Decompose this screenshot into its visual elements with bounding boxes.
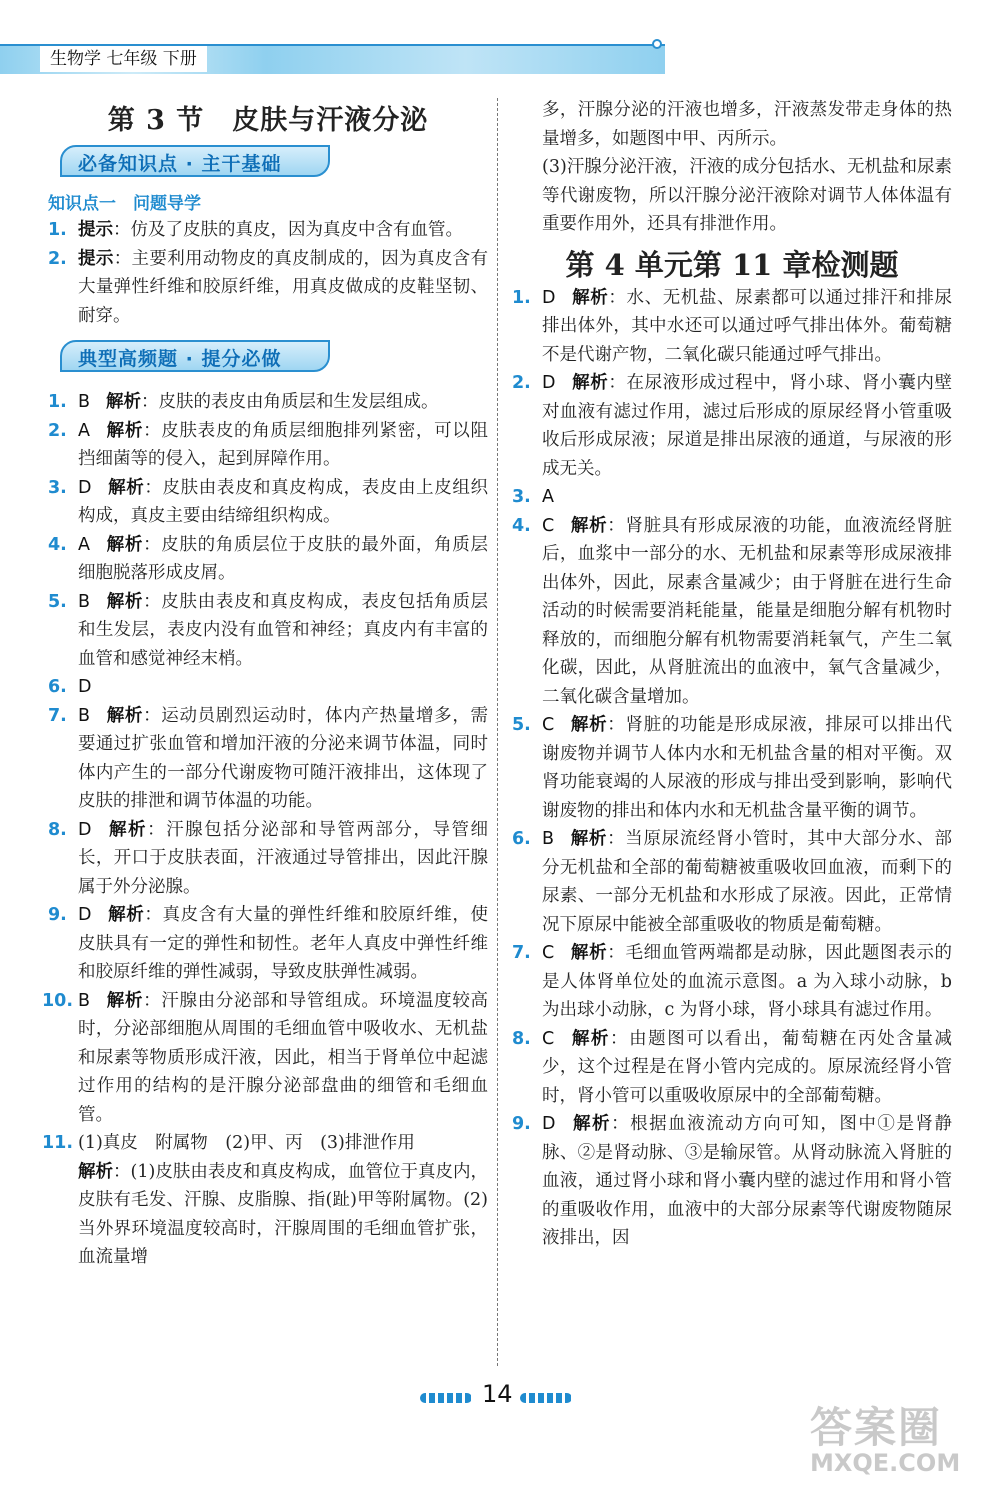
answer-item: 10. B 解析：汗腺由分泌部和导管组成。环境温度较高时，分泌部细胞从周围的毛细血管中吸收水、无机盐和尿素等物质形成汗液，因此，相当于肾单位中起滤过作用的结构的是汗腺分泌部盘曲的细管和毛细血管。 (42, 990, 489, 1125)
footer-decoration-right (520, 1393, 572, 1403)
continued-text: 多，汗腺分泌的汗液也增多，汗液蒸发带走身体的热量增多，如题图中甲、丙所示。 (542, 100, 952, 149)
banner-practice-text: 典型高频题 · 提分必做 (78, 348, 282, 370)
answer-item: 3. A (512, 487, 554, 507)
banner-knowledge (60, 145, 340, 179)
answer-item: 4. C 解析：肾脏具有形成尿液的功能，血液流经肾脏后，血浆中一部分的水、无机盐和尿素等形成尿液排出体外，因此，尿素含量减少；由于肾脏在进行生命活动的时候需要消耗能量，能量是细胞分解有机物时释放的，而细胞分解有机物需要消耗氧气，产生二氧化碳，因此，从肾脏流出的血液中，氧气含量减少，二氧化碳含量增加。 (512, 515, 953, 707)
answer-item: 7. B 解析：运动员剧烈运动时，体内产热量增多，需要通过扩张血管和增加汗液的分泌来调节体温，同时体内产生的一部分代谢废物可随汗液排出，这体现了皮肤的排泄和调节体温的功能。 (48, 705, 489, 811)
item11-answer: (1)真皮 附属物 (2)甲、丙 (3)排泄作用 (78, 1133, 415, 1153)
section-title: 第 3 节 皮肤与汗液分泌 (107, 105, 429, 136)
answer-item: 9. D 解析：根据血液流动方向可知，图中①是肾静脉、②是肾动脉、③是输尿管。从肾动脉流入肾脏的血液，通过肾小球和肾小囊内壁的滤过作用和肾小管的重吸收作用，血液中的大部分尿素等代谢废物随尿液排出，因 (512, 1114, 952, 1248)
item-number: 1. (48, 220, 67, 240)
answer-item: 7. C 解析：毛细血管两端都是动脉，因此题图表示的是人体肾单位处的血流示意图。a 为入球小动脉，b 为出球小动脉，c 为肾小球，肾小球具有滤过作用。 (512, 943, 953, 1020)
answer-item: 3. D 解析：皮肤由表皮和真皮构成，表皮由上皮组织构成，真皮主要由结缔组织构成。 (48, 477, 488, 526)
answer-item: 8. C 解析：由题图可以看出，葡萄糖在丙处含量减少，这个过程是在肾小管内完成的。原尿流经肾小管时，肾小管可以重吸收原尿中的全部葡萄糖。 (512, 1028, 952, 1106)
answer-item: 8. D 解析：汗腺包括分泌部和导管两部分，导管细长，开口于皮肤表面，汗液通过导管排出，因此汗腺属于外分泌腺。 (48, 819, 488, 897)
column-divider (497, 98, 498, 1366)
knowledge-subhead: 知识点一 问题导学 (48, 194, 201, 214)
item-number: 2. (48, 248, 67, 269)
answer-item: 4. A 解析：皮肤的角质层位于皮肤的最外面，角质层细胞脱落形成皮屑。 (48, 534, 489, 583)
answer-item: 1. D 解析：水、无机盐、尿素都可以通过排汗和排尿排出体外，其中水还可以通过呼气排出体外。葡萄糖不是代谢产物，二氧化碳只能通过呼气排出。 (512, 287, 952, 365)
unit-test-title: 第 4 单元第 11 章检测题 (565, 247, 899, 282)
left-column (42, 96, 489, 1272)
header-dot (652, 39, 662, 49)
book-title: 生物学 七年级 下册 (40, 46, 207, 72)
kp-item: 2. 提示：主要利用动物皮的真皮制成的，因为真皮含有大量弹性纤维和胶原纤维，用真皮做成的皮鞋坚韧、耐穿。 (48, 245, 488, 331)
kp-item: 1. 提示：仿及了皮肤的真皮，因为真皮中含有血管。 (48, 216, 488, 245)
answer-item: 1. B 解析：皮肤的表皮由角质层和生发层组成。 (48, 392, 439, 412)
answer-item: 5. C 解析：肾脏的功能是形成尿液，排尿可以排出代谢废物并调节人体内水和无机盐含量的相对平衡。双肾功能衰竭的人尿液的形成与排出受到影响，影响代谢废物的排出和体内水和无机盐含量平衡的调节。 (512, 715, 953, 821)
page-number: 14 (482, 1380, 513, 1408)
answer-item: 2. D 解析：在尿液形成过程中，肾小球、肾小囊内壁对血液有滤过作用，滤过后形成的原尿经肾小管重吸收后形成尿液；尿道是排出尿液的通道，与尿液的形成无关。 (512, 373, 952, 479)
continued-text: (3)汗腺分泌汗液，汗液的成分包括水、无机盐和尿素等代谢废物，所以汗腺分泌汗液除对调节人体体温有重要作用外，还具有排泄作用。 (542, 157, 952, 234)
banner-practice (60, 340, 340, 374)
answer-item: 9. D 解析：真皮含有大量的弹性纤维和胶原纤维，使皮肤具有一定的弹性和韧性。老年人真皮中弹性纤维和胶原纤维的弹性减弱，导致皮肤弹性减弱。 (48, 905, 488, 982)
answer-item: 11. (1)真皮 附属物 (2)甲、丙 (3)排泄作用 解析：(1)皮肤由表皮和真皮构成，血管位于真皮内，皮肤有毛发、汗腺、皮脂腺、指(趾)甲等附属物。(2)当外界环境温度较高时，汗腺周围的毛细血管扩张，血流量增 (42, 1133, 489, 1267)
watermark: 答案圈 MXQE.COM (810, 1403, 961, 1477)
answer-item: 2. A 解析：皮肤表皮的角质层细胞排列紧密，可以阻挡细菌等的侵入，起到屏障作用。 (48, 420, 489, 469)
answer-item: 6. B 解析：当原尿流经肾小管时，其中大部分水、部分无机盐和全部的葡萄糖被重吸收回血液，而剩下的尿素、一部分无机盐和水形成了尿液。因此，正常情况下原尿中能被全部重吸收的物质是葡萄糖。 (512, 829, 953, 935)
footer-decoration-left (420, 1393, 472, 1403)
answer-item: 6. D (48, 677, 92, 697)
answer-item: 5. B 解析：皮肤由表皮和真皮构成，表皮包括角质层和生发层，表皮内没有血管和神经；真皮内有丰富的血管和感觉神经末梢。 (48, 591, 489, 669)
banner-knowledge-text: 必备知识点 · 主干基础 (78, 153, 282, 175)
right-column (512, 96, 952, 1253)
